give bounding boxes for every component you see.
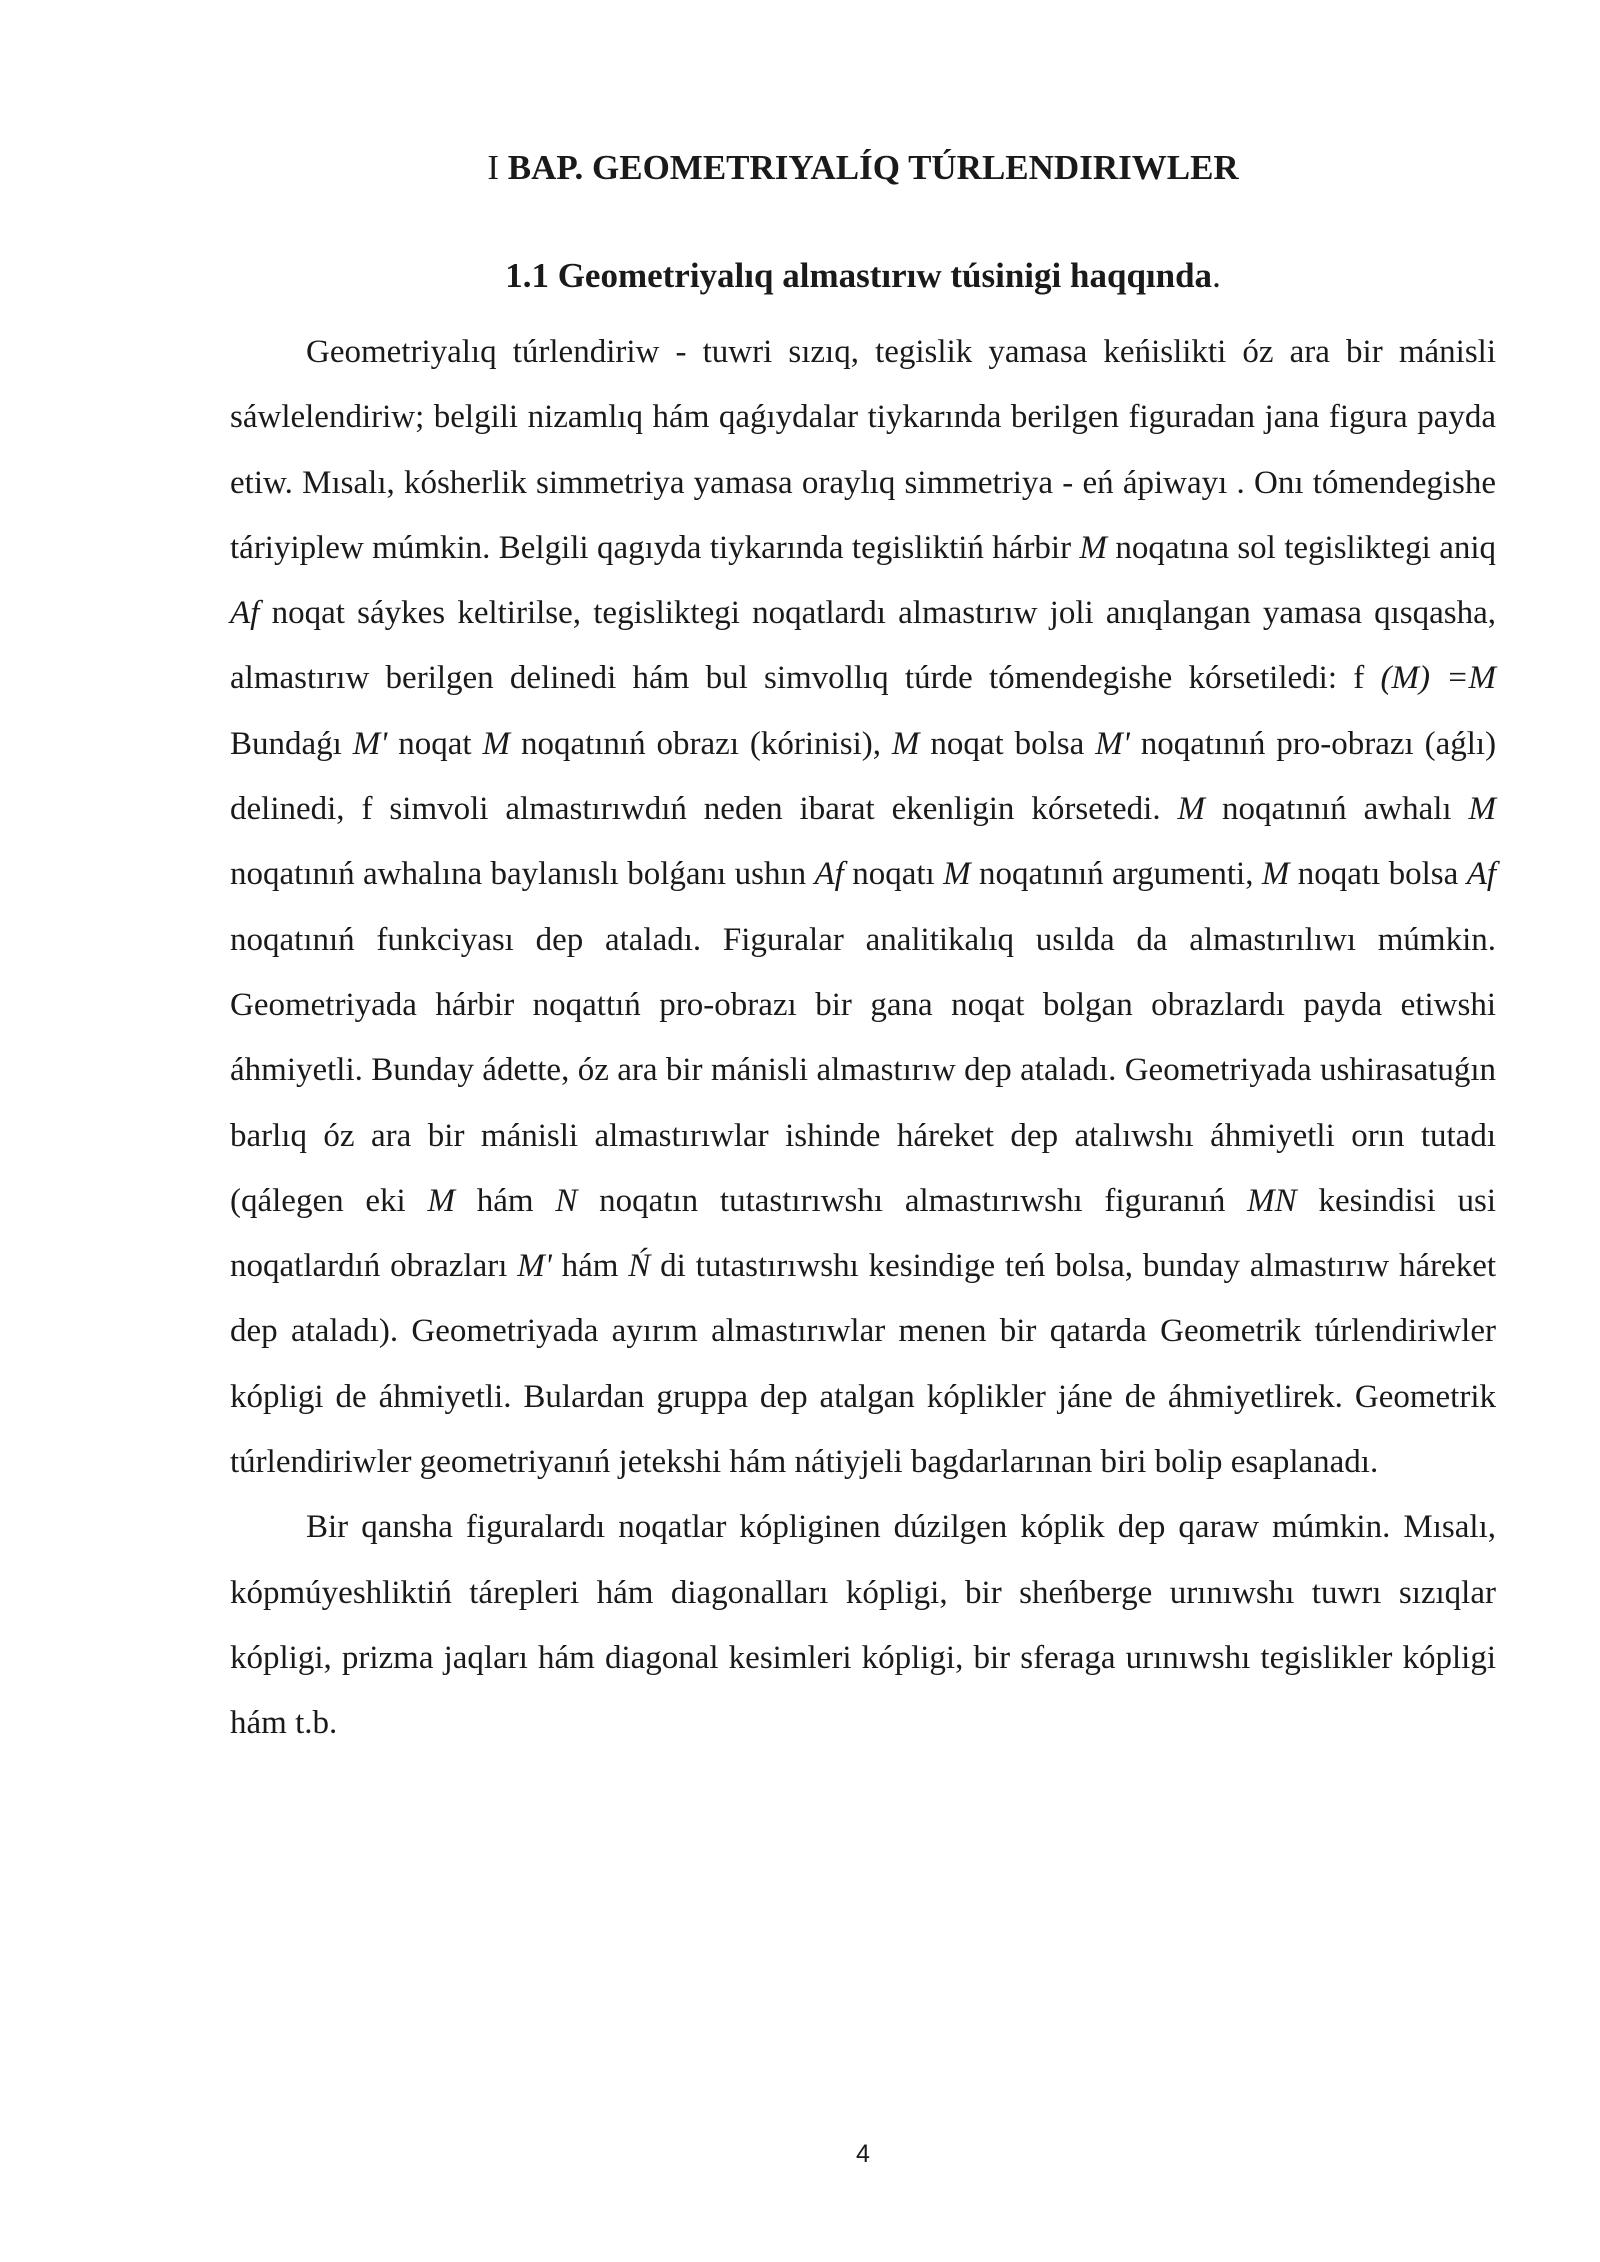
chapter-number: I	[487, 148, 499, 187]
text-run: di tutastırıwshı kesindige teń bolsa, bunday almastırıw háreket dep ataladı). Geometriyada ayırım almastırıwlar menen bir qatarda Geometrik túrlendiriwler kópligi de áhmiyetli. Bulardan gruppa dep atalgan kóplikler jáne de áhmiyetlirek. Geometrik túrlendiriwler geometriyanıń jetekshi hám nátiyjeli bagdarlarınan biri bolip esaplanadı.	[230, 1248, 1497, 1481]
text-run: noqatın tutastırıwshı almastırıwshı figuranıń	[599, 1182, 1226, 1219]
math-symbol: Af	[1466, 856, 1497, 893]
math-symbol: M'	[1095, 725, 1130, 762]
math-symbol: M	[1468, 791, 1497, 828]
math-symbol: M	[427, 1182, 455, 1219]
text-run: noqatı bolsa	[1297, 856, 1459, 893]
text-run: noqat bolsa	[930, 725, 1085, 762]
math-symbol: M'	[517, 1248, 552, 1285]
text-run: noqat	[398, 725, 472, 762]
math-symbol: MN	[1247, 1182, 1297, 1219]
text-run: noqatı	[852, 856, 935, 893]
section-title	[0, 256, 1600, 296]
math-symbol: Af	[814, 856, 844, 893]
text-run: noqatınıń pro-obrazı (aǵlı) delinedi, f simvoli almastırıwdıń neden ibarat ekenligin kórsetedi.	[230, 725, 1497, 828]
math-symbol: N	[555, 1182, 578, 1219]
text-run: noqat sáykes keltirilse, tegisliktegi noqatlardı almastırıw joli anıqlangan yamasa qısqasha, almastırıw berilgen delinedi hám bul simvollıq túrde tómendegishe kórsetiledi: f	[230, 595, 1496, 697]
math-symbol: M	[1079, 529, 1107, 566]
section-heading-period: .	[1212, 256, 1221, 295]
page-number: 4	[856, 2140, 870, 2168]
text-run: kesindisi usi noqatlardıń obrazları	[230, 1182, 1497, 1285]
math-symbol: M	[1177, 791, 1206, 828]
text-run: noqatınıń awhalına baylanıslı bolǵanı ushın	[230, 856, 807, 893]
text-run: noqatına sol tegisliktegi aniq	[1115, 529, 1497, 566]
chapter-title	[0, 148, 1600, 188]
text-run: noqatınıń argumenti,	[979, 856, 1254, 893]
math-symbol: M	[891, 725, 920, 762]
text-run: noqatınıń obrazı (kórinisi),	[520, 725, 881, 762]
math-symbol: Af	[230, 595, 260, 632]
math-symbol: (M) =M	[1380, 660, 1497, 697]
math-symbol: M	[482, 725, 511, 762]
text-run: Bundaǵı	[230, 725, 342, 762]
math-symbol: M'	[352, 725, 388, 762]
paragraph: Bir qansha figuralardı noqatlar kópliginen dúzilgen kóplik dep qaraw múmkin. Mısalı, kópmúyeshliktiń tárepleri hám diagonalları kópligi, bir sheńberge urınıwshı tuwrı sızıqlar kópligi, prizma jaqları hám diagonal kesimleri kópligi, bir sferaga urınıwshı tegislikler kópligi hám t.b.	[230, 1509, 1496, 1742]
text-run: Geometriyalıq túrlendiriw - tuwri sızıq, tegislik yamasa keńislikti óz ara bir mánisli sáwlelendiriw; belgili nizamlıq hám qaǵıydalar tiykarında berilgen figuradan jana figura payda etiw. Mısalı, kósherlik simmetriya yamasa oraylıq simmetriya - eń ápiwayı . Onı tómendegishe táriyiplew múmkin. Belgili qagıyda tiykarında tegisliktiń hárbir	[230, 334, 1496, 566]
math-symbol: Ń	[628, 1248, 651, 1285]
math-symbol: M	[1261, 856, 1290, 893]
text-run: noqatınıń awhalı	[1222, 791, 1452, 828]
chapter-heading: BAP. GEOMETRIYALÍQ TÚRLENDIRIWLER	[507, 148, 1239, 187]
body-text	[230, 320, 1496, 1757]
text-run: hám	[561, 1248, 619, 1285]
text-run: hám	[476, 1182, 534, 1219]
paragraph	[230, 320, 1496, 1495]
text-run: noqatınıń funkciyası dep ataladı. Figuralar analitikalıq usılda da almastırılıwı múmkin. Geometriyada hárbir noqattıń pro-obrazı bir gana noqat bolgan obrazlardı payda etiwshi áhmiyetli. Bunday ádette, óz ara bir mánisli almastırıw dep ataladı. Geometriyada ushirasatuǵın barlıq óz ara bir mánisli almastırıwlar ishinde háreket dep atalıwshı áhmiyetli orın tutadı (qálegen eki	[230, 921, 1496, 1219]
math-symbol: M	[943, 856, 971, 893]
section-heading: 1.1 Geometriyalıq almastırıw túsinigi haqqında	[505, 256, 1213, 295]
